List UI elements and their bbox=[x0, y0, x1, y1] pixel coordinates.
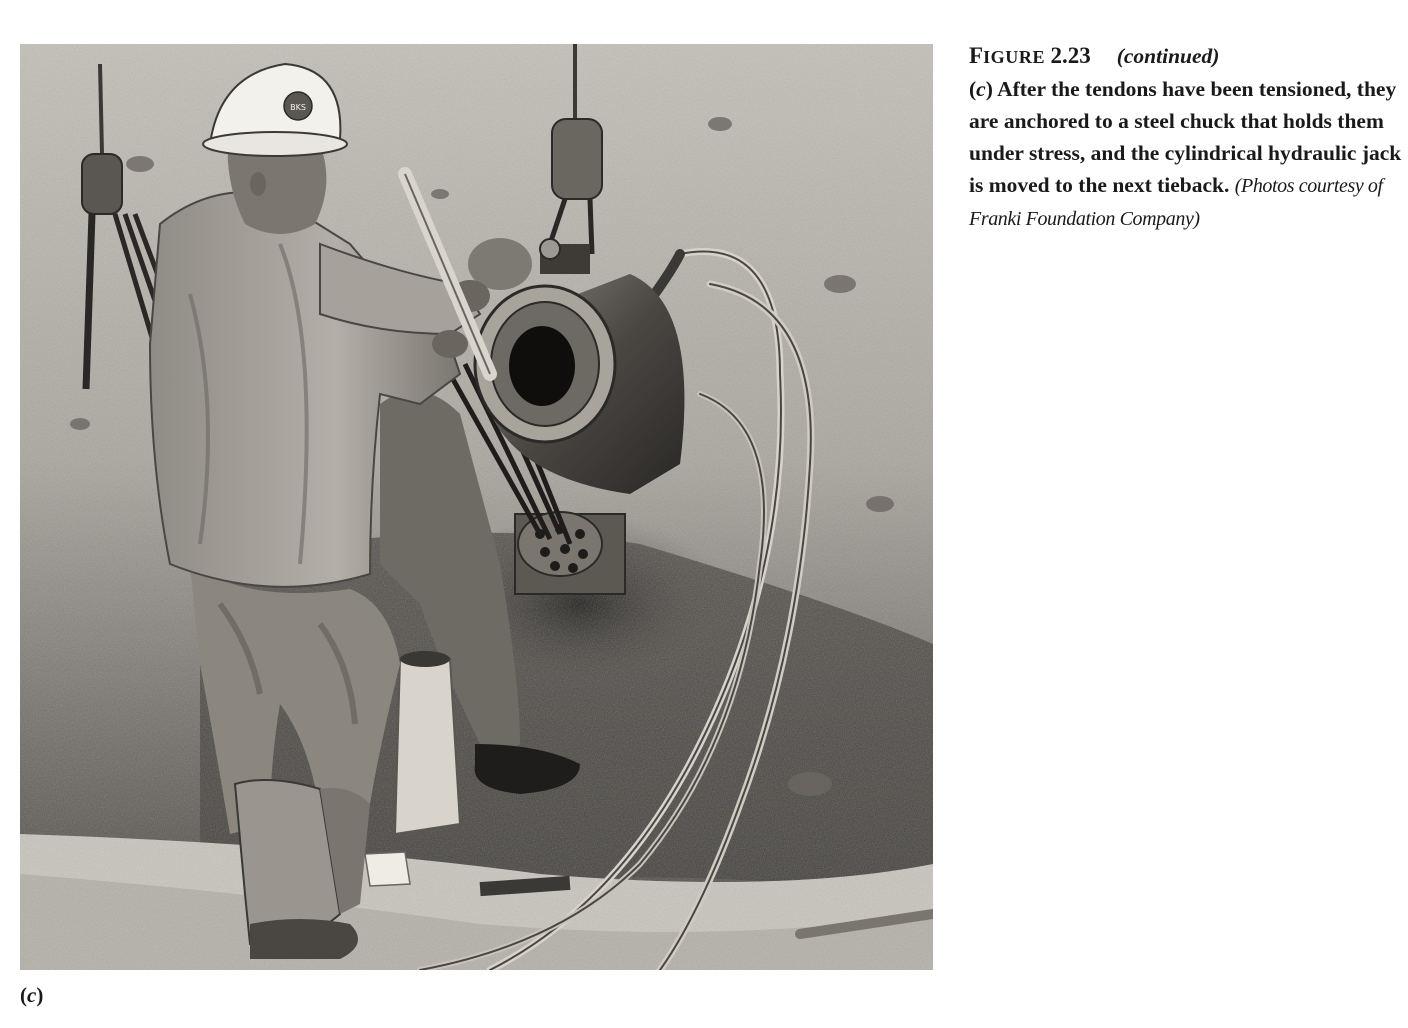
bucket bbox=[395, 651, 460, 834]
anchor-plate bbox=[515, 512, 625, 594]
figure-continued: (continued) bbox=[1116, 44, 1220, 68]
panel-label: (c) bbox=[20, 983, 44, 1007]
photo-credit: (Photos courtesy of Franki Foundation Company) bbox=[969, 175, 1383, 230]
caption-sub-letter: c bbox=[976, 77, 986, 101]
figure-body: (c) After the tendons have been tensioned, they are anchored to a steel chuck that holds them under stress, and the cylindrical hydraulic jack is moved to the next tieback. (Photos courtesy of Franki Foundation Company) bbox=[969, 77, 1402, 230]
panel-letter: c bbox=[27, 983, 37, 1007]
continued-text: continued bbox=[1123, 44, 1213, 68]
caption-text: After the tendons have been tensioned, they are anchored to a steel chuck that holds them under stress, and the cylindrical hydraulic jack is moved to the next tieback. bbox=[969, 77, 1402, 197]
figure-caption bbox=[969, 40, 1405, 235]
figure-heading bbox=[969, 40, 1405, 73]
helmet-emblem-text: BKS bbox=[290, 103, 306, 112]
figure-label-word: IGURE bbox=[983, 47, 1046, 67]
figure-label-initial: F bbox=[969, 43, 984, 68]
tieback-jack-photo bbox=[20, 44, 933, 970]
figure-number: 2.23 bbox=[1050, 43, 1091, 68]
construction-photo bbox=[20, 44, 933, 970]
